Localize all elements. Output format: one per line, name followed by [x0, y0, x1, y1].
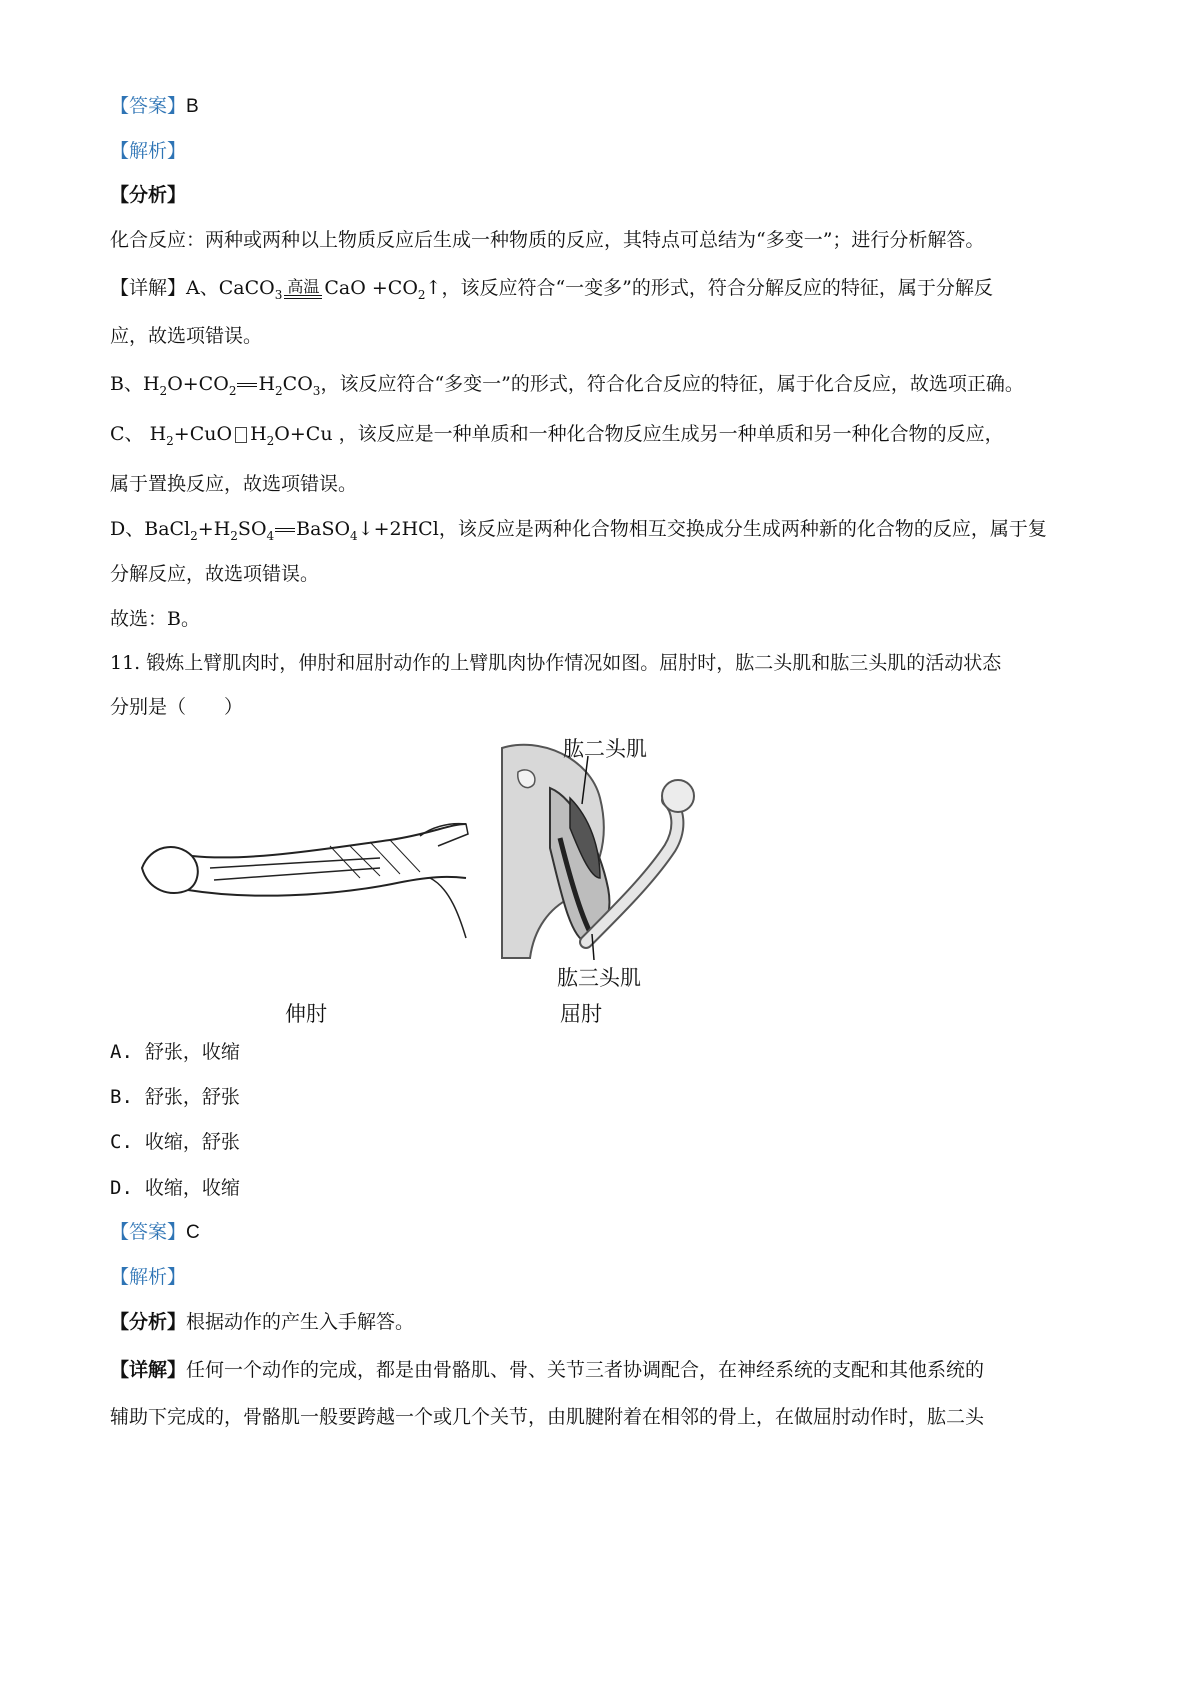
reaction-condition: 高温 — [284, 279, 322, 299]
extended-arm-drawing — [142, 824, 468, 938]
question-11-stem2: 分别是（ ） — [110, 696, 244, 718]
missing-glyph-icon — [235, 427, 247, 443]
option-b[interactable]: B. 舒张，舒张 — [110, 1086, 240, 1108]
detail-b-line: B、$H_2O+CO_2$ $H_2CO_3$，该反应符合“多变一”的形式，符合化合反应的特征，属于化合反应，故选项正确。 — [110, 373, 1024, 398]
answer-value: C — [186, 1222, 200, 1243]
final-choice: 故选：B。 — [110, 608, 200, 630]
equals-sign — [237, 383, 257, 387]
arm-illustration — [130, 728, 770, 1018]
arm-muscle-figure — [130, 728, 770, 1018]
equation-a: CaCO$_3$ 高温 CaO $+CO_2↑$ — [218, 277, 442, 302]
answer-tag: 【答案】 — [110, 95, 187, 117]
flexed-arm-drawing — [502, 745, 694, 960]
detail-a-line: 【详解】A、CaCO$_3$ 高温 CaO $+CO_2↑$，该反应符合“一变多”的形式，符合分解反应的特征，属于分解反 — [110, 274, 993, 309]
question-11-stem: 11. 锻炼上臂肌肉时，伸肘和屈肘动作的上臂肌肉协作情况如图。屈肘时，肱二头肌和肱三头肌的活动状态 — [110, 652, 1002, 674]
equals-sign — [275, 528, 295, 532]
fenxi-text: 化合反应：两种或两种以上物质反应后生成一种物质的反应，其特点可总结为“多变一”；进行分析解答。 — [110, 229, 985, 251]
detail-c-line2: 属于置换反应，故选项错误。 — [110, 473, 358, 495]
caption-extend: 伸肘 — [285, 1003, 327, 1026]
analysis-tag: 【解析】 — [110, 1266, 187, 1288]
fenxi-line: 【分析】根据动作的产生入手解答。 — [110, 1311, 415, 1333]
analysis-tag: 【解析】 — [110, 140, 187, 162]
detail-d-line2: 分解反应，故选项错误。 — [110, 563, 320, 585]
detail-tag: 【详解】 — [110, 277, 187, 299]
answer-value: B — [186, 96, 199, 117]
detail-d-line: D、$BaCl_2+H_2SO_4$ BaSO$_4$↓+2HCl，该反应是两种化合物相互交换成分生成两种新的化合物的反应，属于复 — [110, 518, 1047, 543]
fenxi-tag: 【分析】 — [110, 184, 187, 206]
detail-a-line2: 应，故选项错误。 — [110, 325, 263, 347]
label-triceps: 肱三头肌 — [557, 967, 641, 990]
label-biceps: 肱二头肌 — [563, 738, 647, 761]
option-a[interactable]: A. 舒张，收缩 — [110, 1041, 240, 1063]
detail-line2: 辅助下完成的，骨骼肌一般要跨越一个或几个关节，由肌腱附着在相邻的骨上，在做屈肘动作时，肱二头 — [110, 1406, 985, 1428]
answer-tag: 【答案】 — [110, 1221, 187, 1243]
option-c[interactable]: C. 收缩，舒张 — [110, 1131, 240, 1153]
caption-flex: 屈肘 — [560, 1003, 602, 1026]
answer-line-q10 — [110, 92, 199, 121]
detail-line1: 【详解】任何一个动作的完成，都是由骨骼肌、骨、关节三者协调配合，在神经系统的支配和其他系统的 — [110, 1359, 985, 1381]
detail-c-line: C、 $H_2+CuO$ $H_2O+Cu$ ，该反应是一种单质和一种化合物反应生成另一种单质和另一种化合物的反应， — [110, 423, 1004, 448]
option-d[interactable]: D. 收缩，收缩 — [110, 1177, 240, 1199]
answer-line-q11 — [110, 1218, 200, 1247]
